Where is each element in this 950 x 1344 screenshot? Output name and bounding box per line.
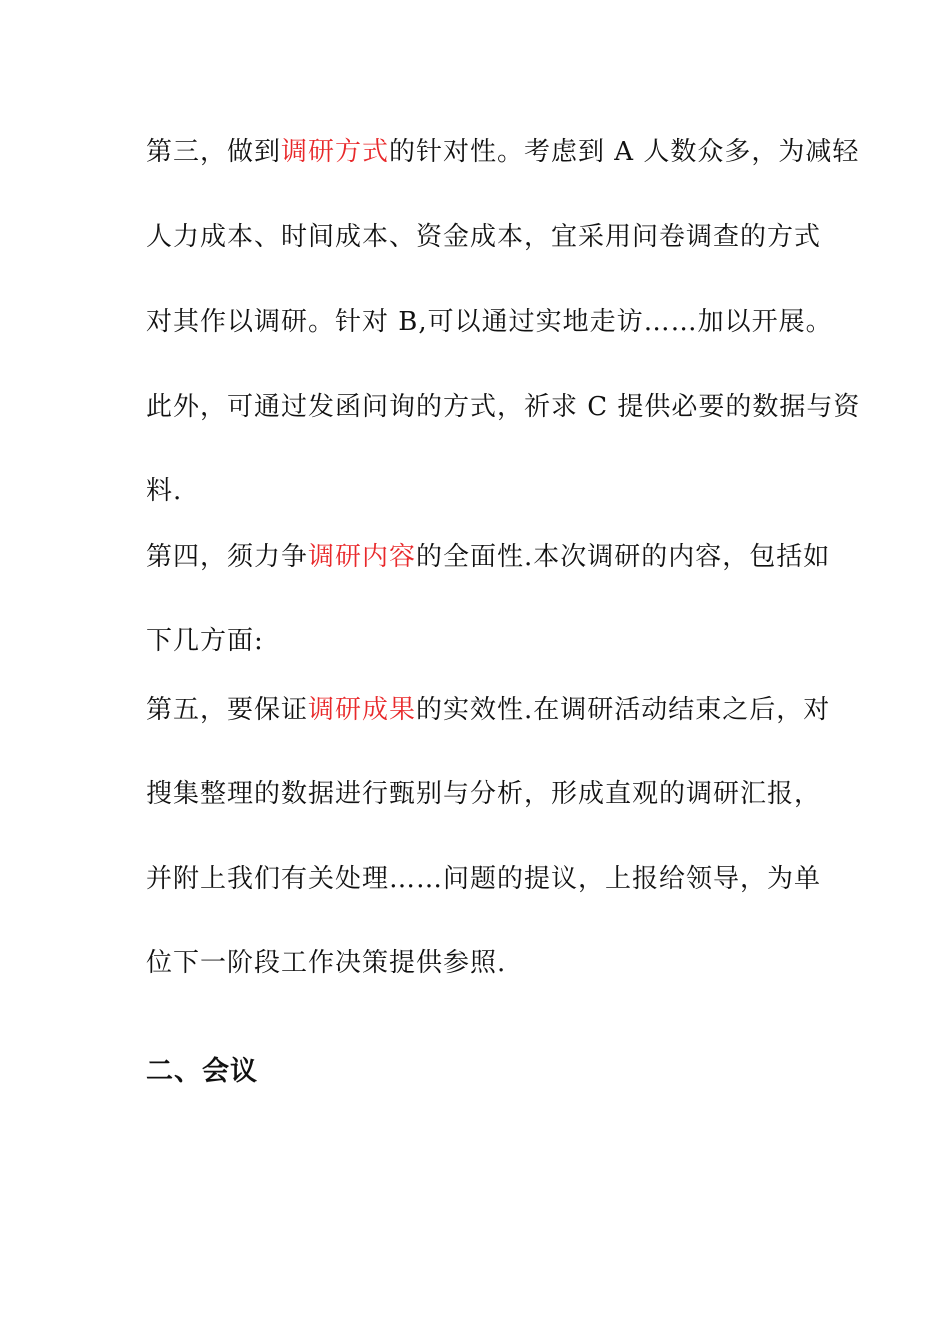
paragraph-5-lead: 第五，要保证 <box>146 695 309 725</box>
paragraph-4-line-1 <box>146 540 831 574</box>
paragraph-5-line-1 <box>146 693 831 727</box>
paragraph-4-lead: 第四，须力争 <box>146 542 309 572</box>
paragraph-3-lead: 第三，做到 <box>146 137 282 167</box>
paragraph-5-line-2: 搜集整理的数据进行甄别与分析，形成直观的调研汇报， <box>146 779 822 809</box>
paragraph-3-line-4: 此外，可通过发函问询的方式，祈求 C 提供必要的数据与资 <box>146 392 861 422</box>
highlight-survey-content: 调研内容 <box>308 542 417 572</box>
paragraph-4-line-2: 下几方面: <box>146 626 264 656</box>
highlight-survey-method: 调研方式 <box>281 137 390 167</box>
section-heading: 二、会议 <box>146 1056 258 1087</box>
paragraph-3-line-5: 料. <box>146 476 183 506</box>
paragraph-3-line-3: 对其作以调研。针对 B,可以通过实地走访……加以开展。 <box>146 307 833 337</box>
paragraph-3-line-2: 人力成本、时间成本、资金成本，宜采用问卷调查的方式 <box>146 222 822 252</box>
paragraph-5-line-3: 并附上我们有关处理……问题的提议，上报给领导，为单 <box>146 864 822 894</box>
paragraph-3-line-1-rest: 的针对性。考虑到 A 人数众多，为减轻 <box>389 137 860 167</box>
highlight-survey-results: 调研成果 <box>308 695 417 725</box>
paragraph-4-line-1-rest: 的全面性.本次调研的内容，包括如 <box>416 542 831 572</box>
paragraph-5-line-1-rest: 的实效性.在调研活动结束之后，对 <box>416 695 831 725</box>
paragraph-3-line-1 <box>146 135 860 169</box>
paragraph-5-line-4: 位下一阶段工作决策提供参照. <box>146 948 507 978</box>
